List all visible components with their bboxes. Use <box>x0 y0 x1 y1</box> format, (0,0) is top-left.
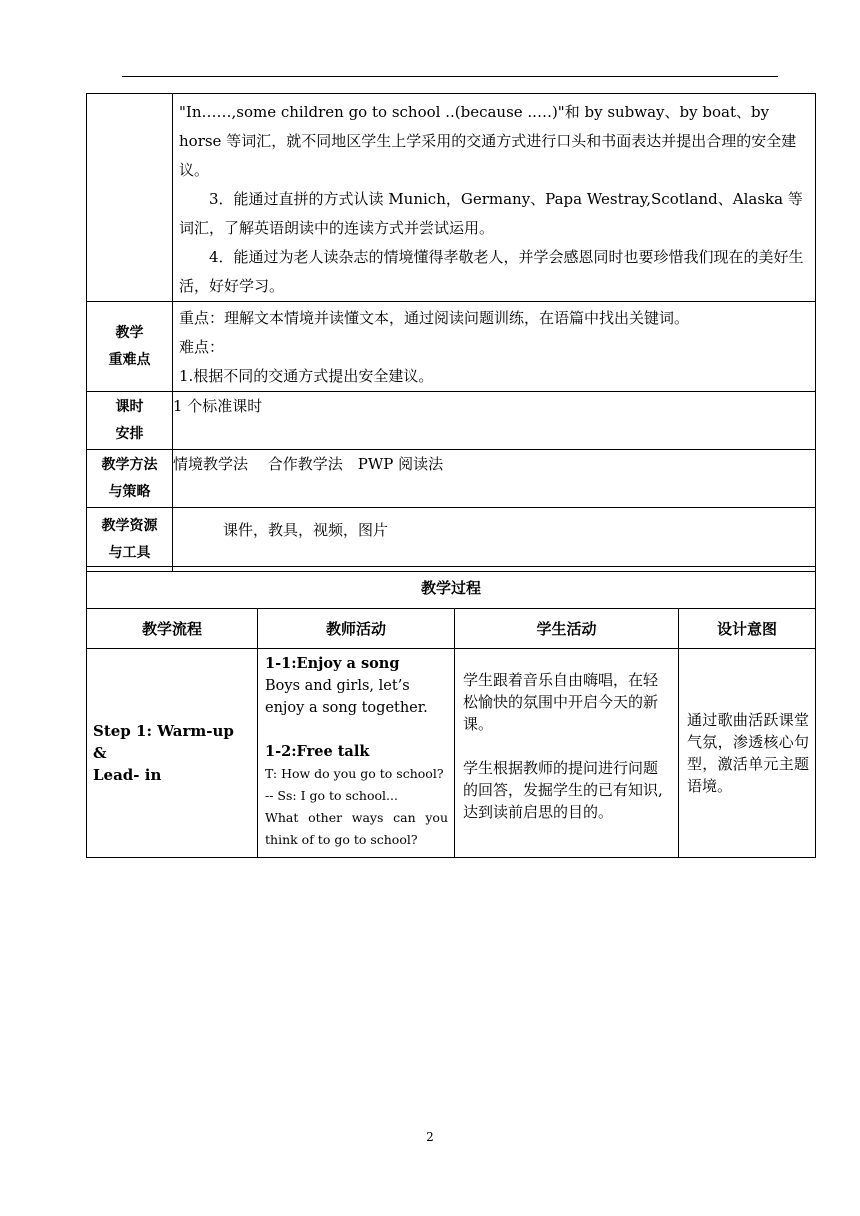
step1-name <box>87 649 258 858</box>
step1-teacher-activity <box>258 649 455 858</box>
keypoints-label-line2: 重难点 <box>108 351 151 368</box>
process-title: 教学过程 <box>87 567 816 609</box>
objective-item-3: 3．能通过直拼的方式认读 Munich，Germany、Papa Westray,Scotland、Alaska 等词汇，了解英语朗读中的连读方式并尝试运用。 <box>179 190 803 237</box>
methods-row <box>87 450 816 508</box>
objective-item-4: 4．能通过为老人读杂志的情境懂得孝敬老人，并学会感恩同时也要珍惜我们现在的美好生活，好好学习。 <box>179 248 804 295</box>
teacher-question-2: What other ways can you think of to go to school? <box>265 810 448 847</box>
header-flow: 教学流程 <box>87 609 258 649</box>
schedule-row <box>87 392 816 450</box>
activity-1-1-heading: 1-1:Enjoy a song <box>265 655 400 672</box>
step1-name-line2: Lead- in <box>93 766 162 784</box>
student-activity-1: 学生跟着音乐自由嗨唱，在轻松愉快的氛围中开启今天的新课。 <box>463 671 659 733</box>
resources-value: 课件，教具，视频，图片 <box>173 508 816 572</box>
keypoints-cell <box>173 302 816 392</box>
page-number: 2 <box>426 1130 434 1144</box>
activity-1-1-text: Boys and girls, let’s enjoy a song together. <box>265 678 428 716</box>
objectives-cell <box>173 94 816 302</box>
schedule-label-line2: 安排 <box>115 425 144 442</box>
header-rule <box>122 76 778 77</box>
difficulty-item: 1.根据不同的交通方式提出安全建议。 <box>179 367 434 385</box>
activity-1-2-heading: 1-2:Free talk <box>265 743 370 760</box>
methods-value: 情境教学法 合作教学法 PWP 阅读法 <box>173 450 816 508</box>
schedule-label-line1: 课时 <box>115 398 144 415</box>
step1-student-activity <box>455 649 679 858</box>
process-header-row <box>87 609 816 649</box>
step1-row <box>87 649 816 858</box>
resources-label <box>87 508 173 572</box>
lesson-info-table <box>86 93 816 572</box>
teacher-question-1: T: How do you go to school? <box>265 766 444 781</box>
teaching-process-table <box>86 566 816 858</box>
objective-line-1: "In……,some children go to school ..(because ..…)"和 by subway、by boat、by horse 等词汇，就不同地区学生上学采用的交通方式进行口头和书面表达并提出合理的安全建议。 <box>179 103 797 179</box>
resources-label-line1: 教学资源 <box>101 517 158 534</box>
key-point-text: 重点：理解文本情境并读懂文本，通过阅读问题训练，在语篇中找出关键词。 <box>179 309 690 327</box>
keypoints-label <box>87 302 173 392</box>
step1-name-line1: Step 1: Warm-up & <box>93 722 234 762</box>
step1-design-intent: 通过歌曲活跃课堂气氛，渗透核心句型，激活单元主题语境。 <box>679 649 816 858</box>
schedule-label <box>87 392 173 450</box>
student-activity-2: 学生根据教师的提问进行问题的回答，发掘学生的已有知识,达到读前启思的目的。 <box>463 759 663 821</box>
methods-label-line1: 教学方法 <box>101 456 158 473</box>
resources-row <box>87 508 816 572</box>
difficulty-label: 难点： <box>179 338 225 356</box>
methods-label <box>87 450 173 508</box>
header-intent: 设计意图 <box>679 609 816 649</box>
process-title-row <box>87 567 816 609</box>
keypoints-row <box>87 302 816 392</box>
header-teacher: 教师活动 <box>258 609 455 649</box>
schedule-value: 1 个标准课时 <box>173 392 816 450</box>
objectives-row <box>87 94 816 302</box>
header-student: 学生活动 <box>455 609 679 649</box>
objectives-label-cell <box>87 94 173 302</box>
methods-label-line2: 与策略 <box>108 483 151 500</box>
student-answer-1: -- Ss: I go to school... <box>265 788 398 803</box>
keypoints-label-line1: 教学 <box>115 324 144 341</box>
resources-label-line2: 与工具 <box>108 544 151 561</box>
